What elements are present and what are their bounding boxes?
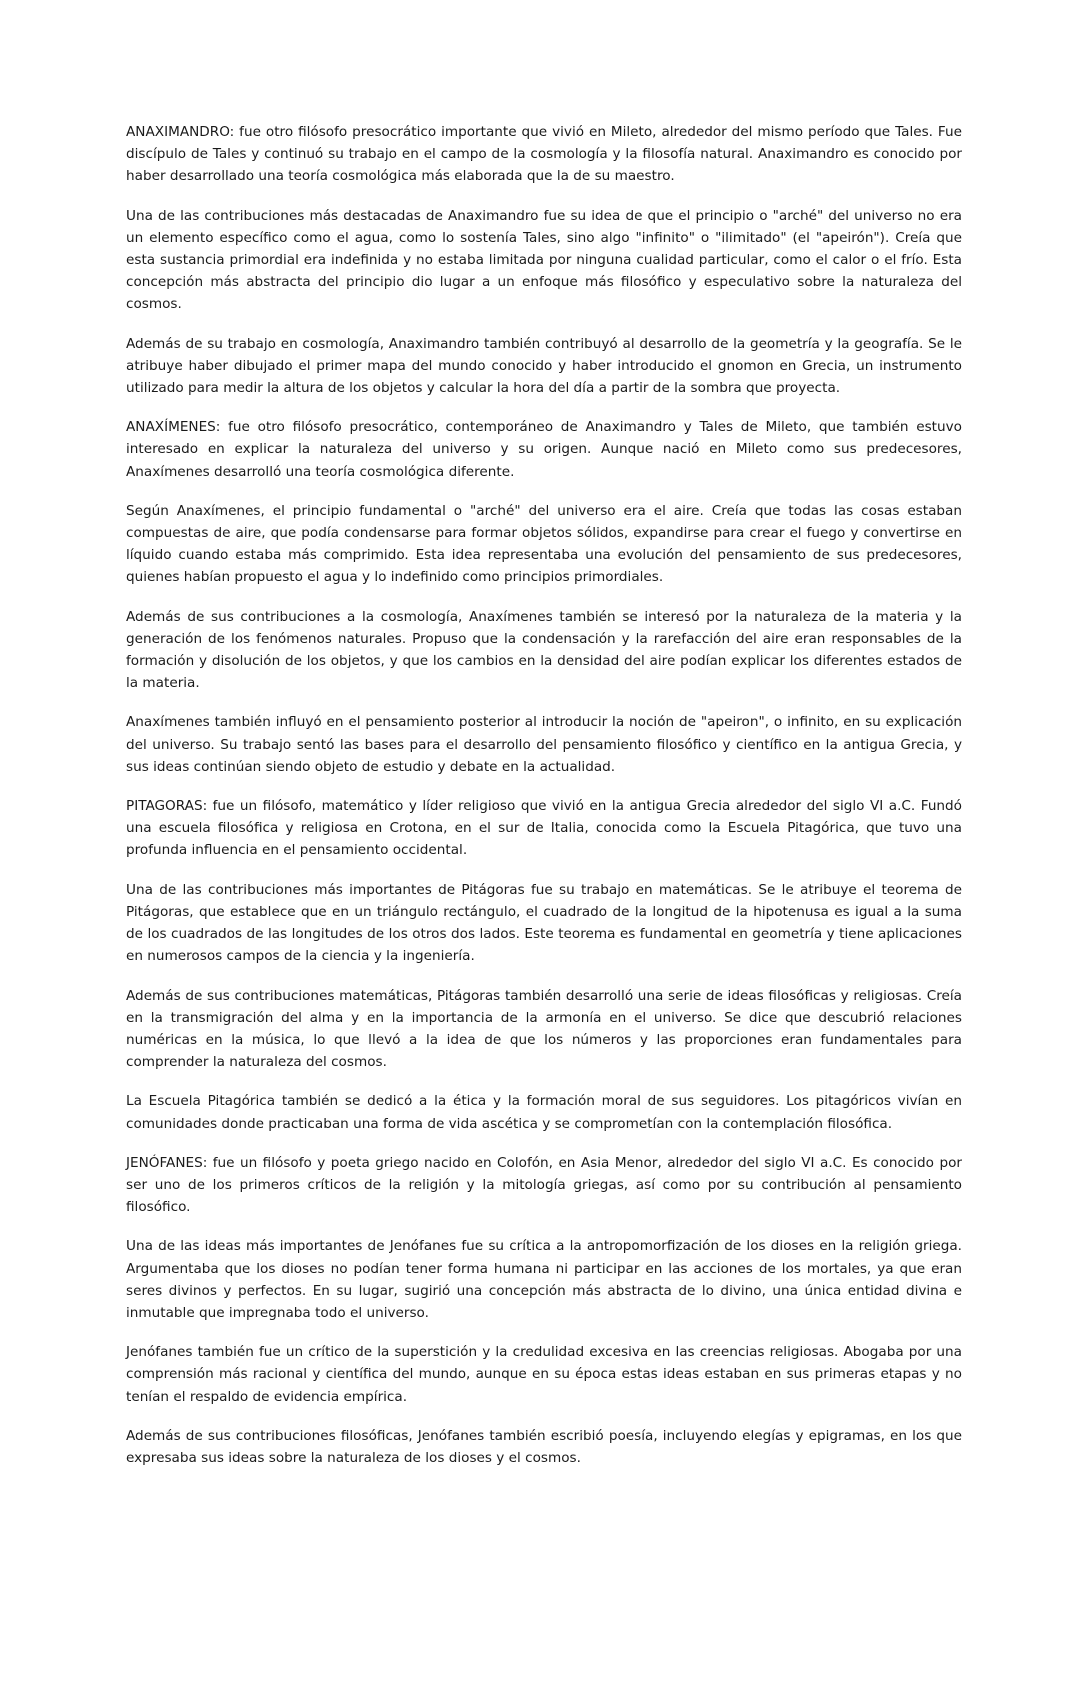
paragraph-jenofanes-intro: JENÓFANES: fue un filósofo y poeta griego nacido en Colofón, en Asia Menor, alrededor del siglo VI a.C. Es conocido por ser uno de los primeros críticos de la religión y la mitología griegas, así como por su contribución al pensamiento filosófico. (126, 1154, 962, 1216)
paragraph-anaximenes-influence: Anaxímenes también influyó en el pensamiento posterior al introducir la noción de "apeiron", o infinito, en su explicación del universo. Su trabajo sentó las bases para el desarrollo del pensamiento filosófico y científico en la antigua Grecia, y sus ideas continúan siendo objeto de estudio y debate en la actualidad. (126, 714, 962, 775)
paragraph-pitagoras-school: La Escuela Pitagórica también se dedicó a la ética y la formación moral de sus seguidores. Los pitagóricos vivían en comunidades donde practicaban una forma de vida ascética y se comprometían con la contemplación filosófica. (126, 1093, 962, 1132)
paragraph-anaximenes-air: Según Anaxímenes, el principio fundamental o "arché" del universo era el aire. Creía que todas las cosas estaban compuestas de aire, que podía condensarse para formar objetos sólidos, expandirse para crear el fuego y convertirse en líquido cuando estaba más comprimido. Esta idea representaba una evolución del pensamiento de sus predecesores, quienes habían propuesto el agua y lo indefinido como principios primordiales. (126, 502, 962, 586)
paragraph-anaximenes-intro: ANAXÍMENES: fue otro filósofo presocrático, contemporáneo de Anaximandro y Tales de Mileto, que también estuvo interesado en explicar la naturaleza del universo y su origen. Aunque nació en Mileto como sus predecesores, Anaxímenes desarrolló una teoría cosmológica diferente. (126, 419, 962, 480)
paragraph-pitagoras-math: Una de las contribuciones más importantes de Pitágoras fue su trabajo en matemáticas. Se le atribuye el teorema de Pitágoras, que establece que en un triángulo rectángulo, el cuadrado de la longitud de la hipotenusa es igual a la suma de los cuadrados de las longitudes de los otros dos lados. Este teorema es fundamental en geometría y tiene aplicaciones en numerosos campos de la ciencia y la ingeniería. (126, 881, 962, 965)
paragraph-anaximandro-arche: Una de las contribuciones más destacadas de Anaximandro fue su idea de que el principio o "arché" del universo no era un elemento específico como el agua, como lo sostenía Tales, sino algo "infinito" o "ilimitado" (el "apeirón"). Creía que esta sustancia primordial era indefinida y no estaba limitada por ninguna cualidad particular, como el calor o el frío. Esta concepción más abstracta del principio dio lugar a un enfoque más filosófico y especulativo sobre la naturaleza del cosmos. (126, 207, 962, 313)
paragraph-jenofanes-critique: Una de las ideas más importantes de Jenófanes fue su crítica a la antropomorfización de los dioses en la religión griega. Argumentaba que los dioses no podían tener forma humana ni participar en las acciones de los mortales, ya que eran seres divinos y perfectos. En su lugar, sugirió una concepción más abstracta de lo divino, una única entidad divina e inmutable que impregnaba todo el universo. (126, 1238, 962, 1321)
paragraph-anaximandro-geometry: Además de su trabajo en cosmología, Anaximandro también contribuyó al desarrollo de la geometría y la geografía. Se le atribuye haber dibujado el primer mapa del mundo conocido y haber introducido el gnomon en Grecia, un instrumento utilizado para medir la altura de los objetos y calcular la hora del día a partir de la sombra que proyecta. (126, 335, 962, 397)
document-body (126, 121, 962, 1486)
paragraph-jenofanes-poetry: Además de sus contribuciones filosóficas, Jenófanes también escribió poesía, incluyendo elegías y epigramas, en los que expresaba sus ideas sobre la naturaleza de los dioses y el cosmos. (126, 1427, 962, 1466)
paragraph-pitagoras-ideas: Además de sus contribuciones matemáticas, Pitágoras también desarrolló una serie de ideas filosóficas y religiosas. Creía en la transmigración del alma y en la importancia de la armonía en el universo. Se dice que descubrió relaciones numéricas en la música, lo que llevó a la idea de que los números y las proporciones eran fundamentales para comprender la naturaleza del cosmos. (126, 987, 962, 1071)
paragraph-anaximenes-matter: Además de sus contribuciones a la cosmología, Anaxímenes también se interesó por la naturaleza de la materia y la generación de los fenómenos naturales. Propuso que la condensación y la rarefacción del aire eran responsables de la formación y disolución de los objetos, y que los cambios en la densidad del aire podían explicar los diferentes estados de la materia. (126, 608, 962, 692)
paragraph-jenofanes-superstition: Jenófanes también fue un crítico de la superstición y la credulidad excesiva en las creencias religiosas. Abogaba por una comprensión más racional y científica del mundo, aunque en su época estas ideas estaban en sus primeras etapas y no tenían el respaldo de evidencia empírica. (126, 1344, 962, 1405)
paragraph-anaximandro-intro: ANAXIMANDRO: fue otro filósofo presocrático importante que vivió en Mileto, alrededor del mismo período que Tales. Fue discípulo de Tales y continuó su trabajo en el campo de la cosmología y la filosofía natural. Anaximandro es conocido por haber desarrollado una teoría cosmológica más elaborada que la de su maestro. (126, 124, 962, 185)
paragraph-pitagoras-intro: PITAGORAS: fue un filósofo, matemático y líder religioso que vivió en la antigua Grecia alrededor del siglo VI a.C. Fundó una escuela filosófica y religiosa en Crotona, en el sur de Italia, conocida como la Escuela Pitagórica, que tuvo una profunda influencia en el pensamiento occidental. (126, 798, 962, 859)
